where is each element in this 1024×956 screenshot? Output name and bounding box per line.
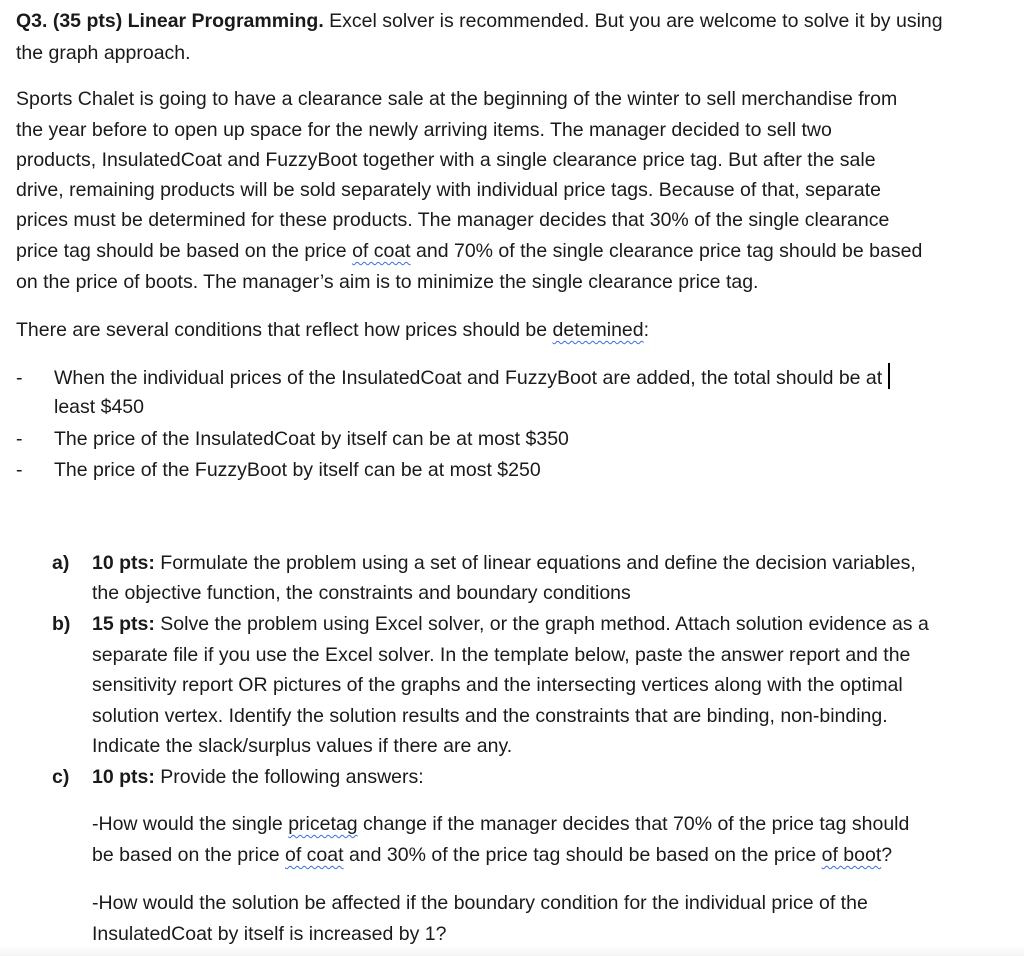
question-title-line2: the graph approach.	[16, 42, 191, 64]
part-b-line: solution vertex. Identify the solution results and the constraints that are binding, non-binding.	[92, 705, 888, 727]
intro-line: Sports Chalet is going to have a clearance sale at the beginning of the winter to sell merchandise from	[16, 88, 898, 110]
page-bottom-edge	[0, 946, 1024, 956]
question-text: change if the manager decides that 70% of the price tag should	[357, 813, 910, 835]
condition-text: When the individual prices of the InsulatedCoat and FuzzyBoot are added, the total should be at	[54, 367, 883, 389]
intro-line	[16, 236, 922, 266]
part-c-question-1	[92, 809, 909, 839]
part-b-line: sensitivity report OR pictures of the graphs and the intersecting vertices along with the optimal	[92, 674, 903, 696]
intro-line: prices must be determined for these products. The manager decides that 30% of the single clearance	[16, 209, 890, 231]
part-a-line: the objective function, the constraints and boundary conditions	[92, 582, 631, 604]
condition-item-continued: least $450	[54, 396, 144, 418]
part-b-letter: b)	[52, 613, 71, 635]
part-b-text: Solve the problem using Excel solver, or the graph method. Attach solution evidence as a	[154, 613, 929, 635]
spellcheck-underlined-text: detemined	[552, 319, 644, 341]
question-title	[16, 6, 943, 36]
intro-line: on the price of boots. The manager’s aim is to minimize the single clearance price tag.	[16, 271, 759, 293]
question-text: ?	[881, 844, 893, 866]
intro-line: the year before to open up space for the newly arriving items. The manager decided to sell two	[16, 119, 832, 141]
intro-text: and 70% of the single clearance price tag should be based	[410, 240, 923, 262]
conditions-lead	[16, 315, 649, 345]
intro-line: products, InsulatedCoat and FuzzyBoot together with a single clearance price tag. But after the sale	[16, 149, 876, 171]
spellcheck-underlined-text: of coat	[352, 240, 411, 262]
part-c-letter: c)	[52, 766, 70, 788]
question-text: be based on the price	[92, 844, 285, 866]
part-b-line: Indicate the slack/surplus values if there are any.	[92, 735, 513, 757]
part-a-points: 10 pts:	[92, 552, 155, 574]
spellcheck-underlined-text: of boot	[821, 844, 882, 866]
conditions-lead-text: :	[643, 319, 650, 341]
question-text: and 30% of the price tag should be based on the price	[343, 844, 822, 866]
spellcheck-underlined-text: pricetag	[288, 813, 358, 835]
part-c-question-1	[92, 840, 892, 870]
part-c-line	[92, 762, 424, 792]
text-cursor	[888, 363, 890, 389]
part-c-question-2: InsulatedCoat by itself is increased by 1?	[92, 923, 447, 945]
question-title-rest: Excel solver is recommended. But you are welcome to solve it by using	[323, 10, 943, 32]
condition-item	[54, 363, 890, 393]
part-b-points: 15 pts:	[92, 613, 155, 635]
part-a-line	[92, 548, 916, 578]
bullet-dash: -	[16, 428, 23, 450]
intro-text: price tag should be based on the price	[16, 240, 353, 262]
conditions-lead-text: There are several conditions that reflect how prices should be	[16, 319, 553, 341]
bullet-dash: -	[16, 367, 23, 389]
part-a-letter: a)	[52, 552, 70, 574]
intro-line: drive, remaining products will be sold separately with individual price tags. Because of that, separate	[16, 179, 881, 201]
question-title-bold: Q3. (35 pts) Linear Programming.	[16, 10, 324, 32]
part-a-text: Formulate the problem using a set of linear equations and define the decision variables,	[154, 552, 916, 574]
part-c-points: 10 pts:	[92, 766, 155, 788]
condition-item: The price of the InsulatedCoat by itself can be at most $350	[54, 428, 569, 450]
part-c-question-2: -How would the solution be affected if the boundary condition for the individual price of the	[92, 892, 868, 914]
part-b-line: separate file if you use the Excel solver. In the template below, paste the answer report and the	[92, 644, 911, 666]
part-c-text: Provide the following answers:	[154, 766, 424, 788]
bullet-dash: -	[16, 459, 23, 481]
part-b-line	[92, 609, 929, 639]
spellcheck-underlined-text: of coat	[284, 844, 344, 866]
condition-item: The price of the FuzzyBoot by itself can be at most $250	[54, 459, 541, 481]
question-text: -How would the single	[92, 813, 289, 835]
